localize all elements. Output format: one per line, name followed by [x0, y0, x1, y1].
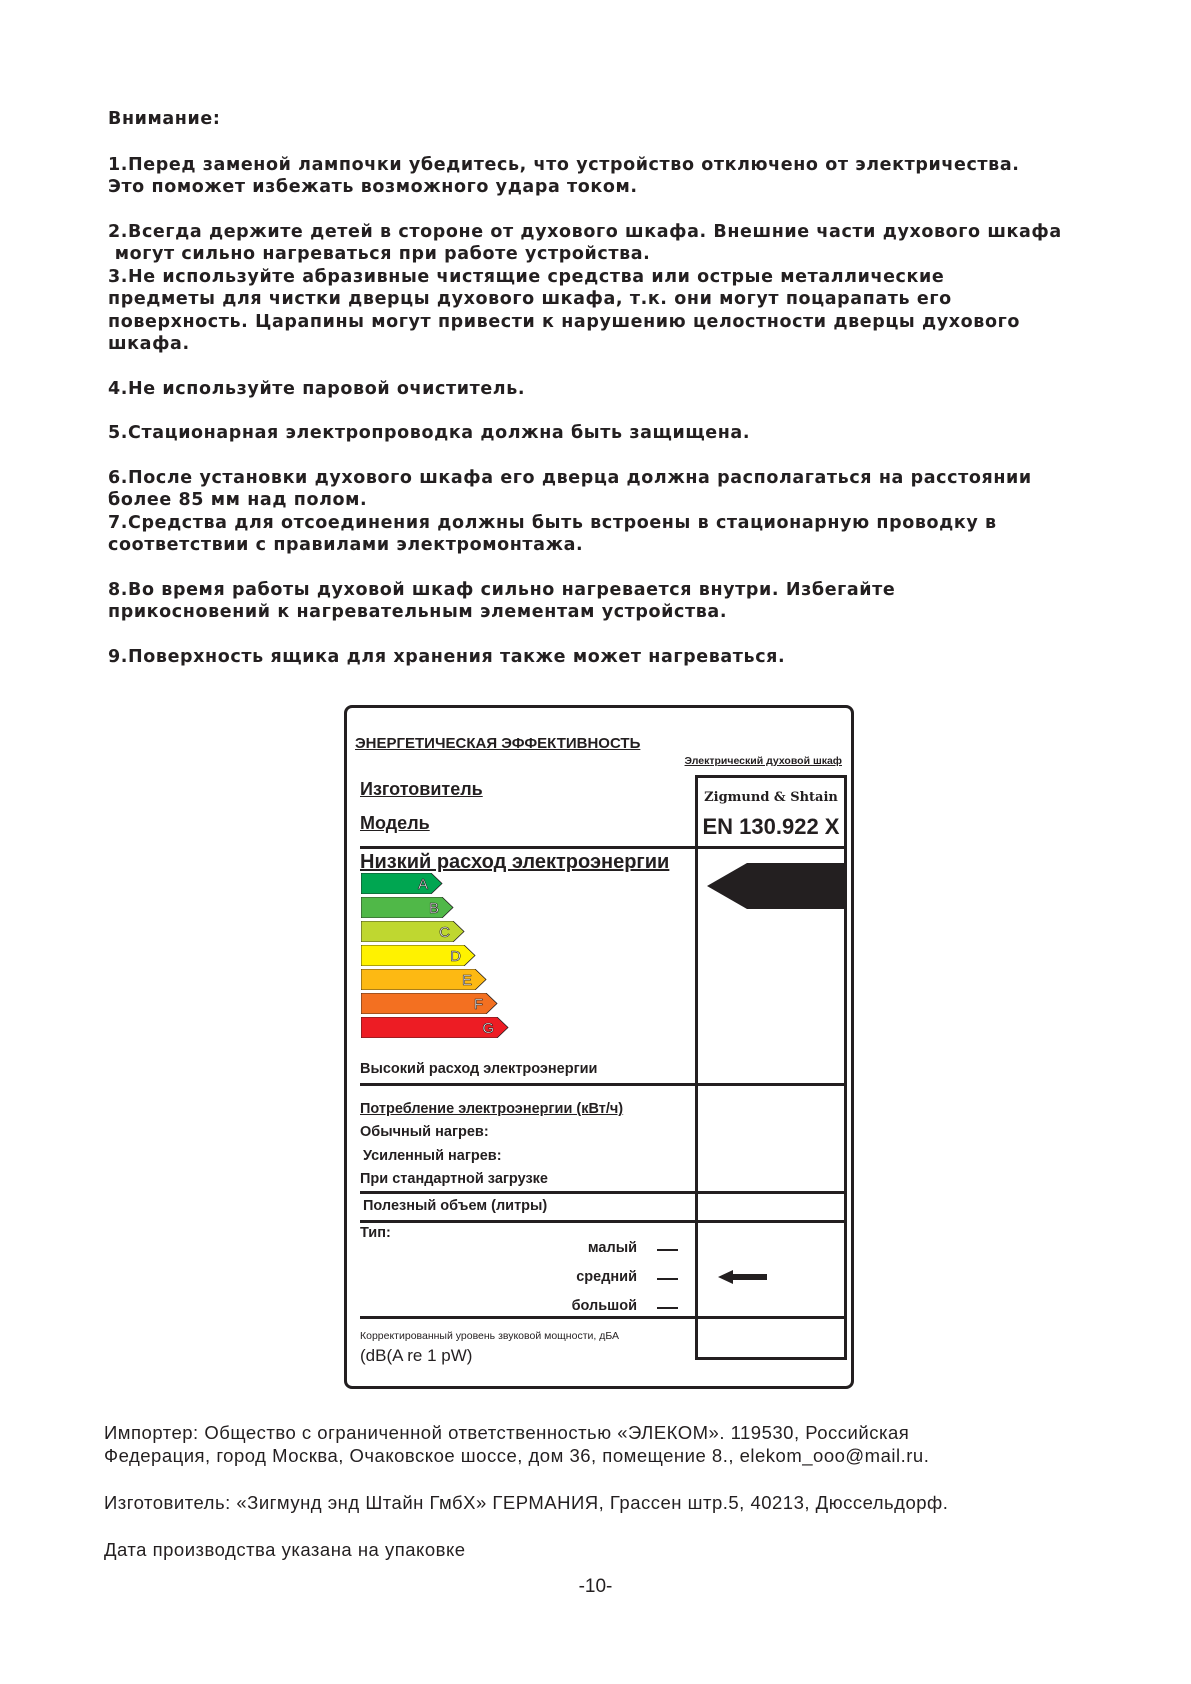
manufacturer-label: Изготовитель — [360, 779, 483, 799]
warning-line: 5.Стационарная электропроводка должна быть защищена. — [108, 423, 751, 443]
warning-line: соответствии с правилами электромонтажа. — [108, 535, 584, 555]
energy-label-subheader: Электрический духовой шкаф — [684, 755, 842, 767]
importer-line-1: Импортер: Общество с ограниченной ответственностью «ЭЛЕКОМ». 119530, Российская — [104, 1422, 910, 1443]
divider — [695, 1357, 847, 1360]
energy-class-letter: G — [482, 1020, 494, 1037]
energy-class-bar-c — [361, 921, 465, 942]
high-consumption-title: Высокий расход электроэнергии — [360, 1061, 598, 1077]
volume-label: Полезный объем (литры) — [363, 1198, 548, 1214]
type-option-medium: средний — [576, 1269, 637, 1285]
divider — [360, 1220, 847, 1223]
warning-line: более 85 мм над полом. — [108, 490, 368, 510]
warning-line: 3.Не используйте абразивные чистящие средства или острые металлические — [108, 266, 945, 287]
energy-class-letter: E — [461, 972, 472, 989]
warning-line: шкафа. — [108, 334, 190, 354]
noise-label: Корректированный уровень звуковой мощности, дБА — [360, 1330, 619, 1342]
divider — [360, 846, 847, 849]
warning-line: предметы для чистки дверцы духового шкафа, т.к. они могут поцарапать его — [108, 289, 952, 309]
divider — [360, 1316, 847, 1319]
energy-class-letter: B — [428, 900, 439, 917]
rating-arrow-icon — [707, 863, 844, 909]
warning-line: могут сильно нагреваться при работе устройства. — [108, 244, 651, 264]
standard-load-label: При стандартной загрузке — [360, 1171, 548, 1187]
divider — [695, 775, 847, 778]
type-option-large: большой — [571, 1298, 637, 1314]
noise-unit: (dB(A re 1 pW) — [360, 1346, 473, 1365]
energy-class-letter: F — [473, 996, 483, 1013]
energy-class-bar-e — [361, 969, 487, 990]
type-label: Тип: — [360, 1225, 391, 1241]
energy-class-bar-d — [361, 945, 476, 966]
warning-section — [108, 108, 1098, 668]
dash — [657, 1249, 678, 1251]
warning-line: 9.Поверхность ящика для хранения также может нагреваться. — [108, 646, 786, 667]
energy-class-bar-b — [361, 897, 454, 918]
normal-heating-label: Обычный нагрев: — [360, 1124, 489, 1140]
energy-label — [344, 705, 854, 1389]
warning-line: прикосновений к нагревательным элементам устройства. — [108, 602, 728, 622]
boost-heating-label: Усиленный нагрев: — [363, 1148, 502, 1164]
warning-title: Внимание: — [108, 109, 221, 129]
energy-class-bar-f — [361, 993, 498, 1014]
column-border — [844, 775, 847, 1360]
warning-line: поверхность. Царапины могут привести к нарушению целостности дверцы духового — [108, 311, 1020, 332]
divider — [360, 1083, 847, 1086]
low-consumption-title: Низкий расход электроэнергии — [360, 851, 670, 873]
warning-line: 6.После установки духового шкафа его дверца должна располагаться на расстоянии — [108, 467, 1032, 488]
divider — [360, 1191, 847, 1194]
column-divider — [695, 775, 698, 1360]
warning-line: 2.Всегда держите детей в стороне от духового шкафа. Внешние части духового шкафа — [108, 221, 1062, 242]
energy-label-header: ЭНЕРГЕТИЧЕСКАЯ ЭФФЕКТИВНОСТЬ — [355, 735, 641, 752]
energy-class-letter: A — [417, 876, 428, 893]
energy-class-letter: D — [450, 948, 461, 965]
dash — [657, 1278, 678, 1280]
type-option-small: малый — [587, 1240, 637, 1256]
page-number: -10- — [578, 1576, 613, 1597]
production-date: Дата производства указана на упаковке — [104, 1539, 466, 1560]
energy-class-letter: C — [439, 924, 450, 941]
consumption-title: Потребление электроэнергии (кВт/ч) — [360, 1101, 624, 1117]
brand-name: Zigmund & Shtain — [704, 790, 838, 805]
warning-line: 1.Перед заменой лампочки убедитесь, что устройство отключено от электричества. — [108, 154, 1020, 175]
warning-line: 4.Не используйте паровой очиститель. — [108, 378, 526, 399]
manufacturer-info: Изготовитель: «Зигмунд энд Штайн ГмбХ» ГЕРМАНИЯ, Грассен штр.5, 40213, Дюссельдорф. — [104, 1492, 949, 1513]
type-arrow-icon — [718, 1269, 768, 1285]
warning-line: 8.Во время работы духовой шкаф сильно нагревается внутри. Избегайте — [108, 579, 896, 600]
model-number: EN 130.922 X — [702, 814, 840, 839]
energy-class-bar-a — [361, 873, 443, 894]
importer-line-2: Федерация, город Москва, Очаковское шоссе, дом 36, помещение 8., elekom_ooo@mail.ru. — [104, 1445, 930, 1466]
dash — [657, 1307, 678, 1309]
energy-class-bar-g — [361, 1017, 509, 1038]
model-label: Модель — [360, 813, 430, 833]
warning-line: Это поможет избежать возможного удара током. — [108, 177, 638, 197]
warning-line: 7.Средства для отсоединения должны быть встроены в стационарную проводку в — [108, 512, 997, 533]
